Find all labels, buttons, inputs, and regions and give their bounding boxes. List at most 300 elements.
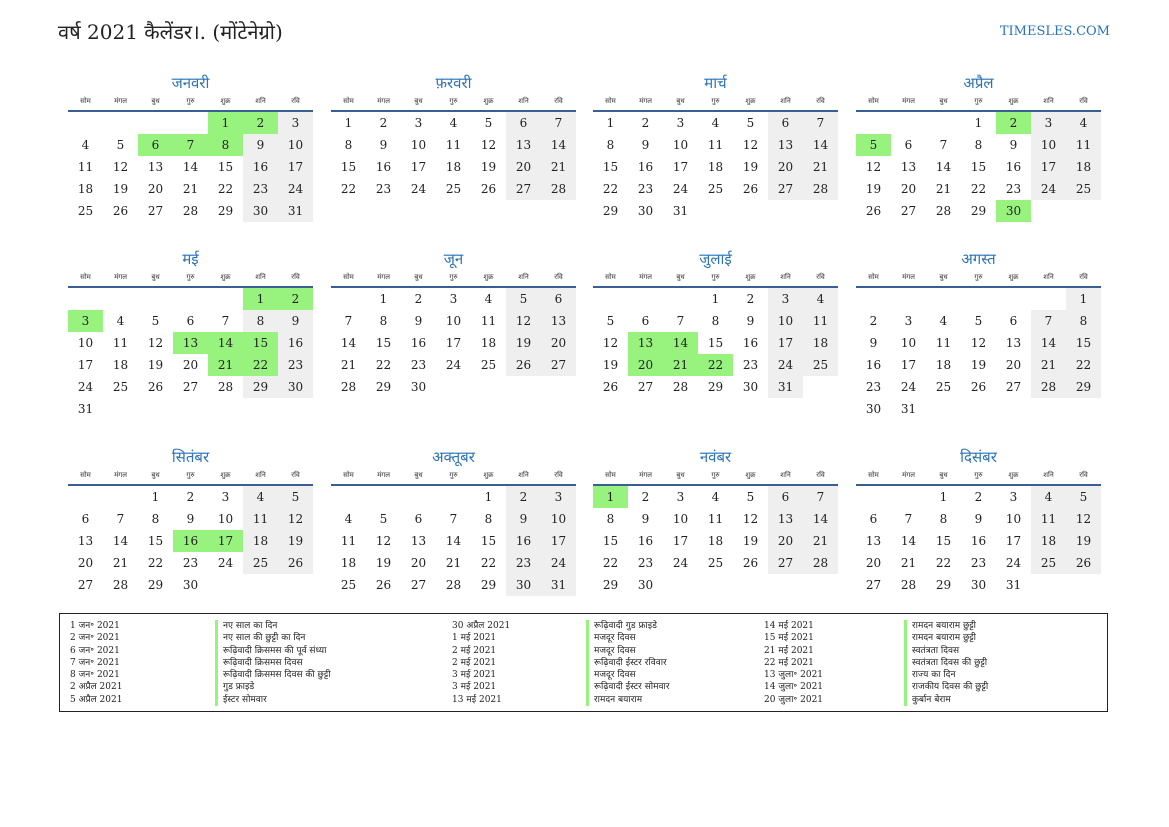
day-cell: 9 xyxy=(243,134,278,156)
day-cell: 22 xyxy=(480,556,497,570)
weekday-label: मंगल xyxy=(114,97,127,105)
day-cell: 14 xyxy=(900,534,917,548)
empty-cell xyxy=(891,486,926,508)
day-cell: 12 xyxy=(278,508,313,530)
day-cell: 12 xyxy=(147,336,164,350)
day-cell: 11 xyxy=(243,508,278,530)
day-cell: 26 xyxy=(278,552,313,574)
day-cell: 10 xyxy=(217,512,234,526)
day-cell: 16 xyxy=(742,336,759,350)
day-cell: 21 xyxy=(803,530,838,552)
day-cell: 24 xyxy=(217,556,234,570)
weekday-label: बुध xyxy=(414,273,423,281)
weekday-label: मंगल xyxy=(639,97,652,105)
weekday-label: शुक्र xyxy=(1008,97,1019,105)
day-cell: 4 xyxy=(939,314,948,328)
weekday-label: सोम xyxy=(605,97,616,105)
weekday-label: सोम xyxy=(80,471,91,479)
day-cell: 19 xyxy=(112,182,129,196)
weekday-header xyxy=(856,94,1101,112)
empty-cell xyxy=(173,112,208,134)
holiday-date: 21 मई 2021 xyxy=(764,645,814,656)
day-cell: 6 xyxy=(768,486,803,508)
empty-cell xyxy=(331,486,366,508)
day-cell: 17 xyxy=(1031,156,1066,178)
day-cell: 9 xyxy=(506,508,541,530)
day-cell: 1 xyxy=(974,116,983,130)
weekday-label: सोम xyxy=(80,273,91,281)
day-cell: 6 xyxy=(81,512,90,526)
day-cell: 29 xyxy=(243,376,278,398)
day-cell: 4 xyxy=(1031,486,1066,508)
weekday-label: शुक्र xyxy=(483,471,494,479)
day-cell: 27 xyxy=(768,178,803,200)
day-cell: 5 xyxy=(974,314,983,328)
weekday-header xyxy=(331,94,576,112)
day-cell: 12 xyxy=(602,336,619,350)
day-cell: 6 xyxy=(1009,314,1018,328)
day-cell: 10 xyxy=(1031,134,1066,156)
weekday-label: शनि xyxy=(518,97,529,105)
day-cell: 13 xyxy=(77,534,94,548)
weekday-label: सोम xyxy=(868,97,879,105)
day-cell: 7 xyxy=(803,112,838,134)
day-cell: 19 xyxy=(970,358,987,372)
weekday-header xyxy=(68,94,313,112)
weekday-label: रवि xyxy=(554,273,563,281)
weekday-label: रवि xyxy=(291,471,300,479)
weekday-label: शनि xyxy=(780,273,791,281)
day-cell: 6 xyxy=(506,112,541,134)
day-cell: 29 xyxy=(217,204,234,218)
day-cell: 17 xyxy=(77,358,94,372)
weekday-label: रवि xyxy=(816,471,825,479)
day-cell: 25 xyxy=(935,380,952,394)
day-cell: 18 xyxy=(77,182,94,196)
day-cell: 6 xyxy=(869,512,878,526)
day-cell: 28 xyxy=(445,578,462,592)
day-cell: 14 xyxy=(1031,332,1066,354)
holiday-day-cell: 3 xyxy=(68,310,103,332)
day-cell: 22 xyxy=(970,182,987,196)
holiday-name: स्वतंत्रता दिवस xyxy=(904,645,988,657)
holiday-date: 8 जन॰ 2021 xyxy=(70,670,120,681)
day-cell: 12 xyxy=(742,512,759,526)
weekday-label: सोम xyxy=(343,97,354,105)
day-cell: 1 xyxy=(151,490,160,504)
day-grid xyxy=(68,112,313,222)
day-cell: 28 xyxy=(340,380,357,394)
holiday-name: गुड फ्राइडे xyxy=(215,681,331,693)
day-cell: 13 xyxy=(768,508,803,530)
holiday-day-cell: 20 xyxy=(628,354,663,376)
empty-cell xyxy=(138,288,173,310)
day-cell: 14 xyxy=(182,160,199,174)
day-cell: 28 xyxy=(182,204,199,218)
month-5 xyxy=(68,248,313,420)
day-cell: 8 xyxy=(243,310,278,332)
day-cell: 19 xyxy=(602,358,619,372)
empty-cell xyxy=(961,288,996,310)
day-cell: 20 xyxy=(768,156,803,178)
day-cell: 23 xyxy=(243,178,278,200)
holiday-date: 3 मई 2021 xyxy=(452,670,497,681)
holiday-day-cell: 6 xyxy=(138,134,173,156)
day-cell: 17 xyxy=(410,160,427,174)
day-cell: 2 xyxy=(869,314,878,328)
day-cell: 17 xyxy=(672,160,689,174)
day-cell: 21 xyxy=(445,556,462,570)
day-cell: 31 xyxy=(672,204,689,218)
empty-cell xyxy=(103,288,138,310)
day-cell: 8 xyxy=(606,512,615,526)
day-cell: 2 xyxy=(641,490,650,504)
weekday-label: शुक्र xyxy=(1008,471,1019,479)
day-cell: 17 xyxy=(768,332,803,354)
day-cell: 1 xyxy=(939,490,948,504)
day-cell: 12 xyxy=(112,160,129,174)
weekday-label: बुध xyxy=(414,471,423,479)
day-cell: 11 xyxy=(707,512,724,526)
day-cell: 3 xyxy=(904,314,913,328)
day-cell: 20 xyxy=(77,556,94,570)
day-cell: 3 xyxy=(768,288,803,310)
day-cell: 8 xyxy=(606,138,615,152)
day-cell: 23 xyxy=(506,552,541,574)
weekday-label: रवि xyxy=(1079,471,1088,479)
day-cell: 22 xyxy=(147,556,164,570)
day-cell: 9 xyxy=(974,512,983,526)
month-name: फ़रवरी xyxy=(435,74,472,92)
holiday-name: स्वतंत्रता दिवस की छुट्टी xyxy=(904,657,988,669)
day-cell: 23 xyxy=(410,358,427,372)
day-cell: 15 xyxy=(480,534,497,548)
day-grid xyxy=(593,288,838,398)
day-cell: 16 xyxy=(865,358,882,372)
day-cell: 19 xyxy=(375,556,392,570)
day-cell: 7 xyxy=(939,138,948,152)
weekday-header xyxy=(593,94,838,112)
weekday-label: गुरु xyxy=(974,471,983,479)
day-cell: 16 xyxy=(243,156,278,178)
day-cell: 10 xyxy=(445,314,462,328)
day-cell: 14 xyxy=(112,534,129,548)
day-cell: 31 xyxy=(278,200,313,222)
weekday-label: शनि xyxy=(1043,273,1054,281)
month-name: मई xyxy=(182,250,199,268)
day-cell: 15 xyxy=(935,534,952,548)
weekday-label: शनि xyxy=(780,471,791,479)
weekday-header xyxy=(593,468,838,486)
day-cell: 29 xyxy=(1066,376,1101,398)
weekday-label: बुध xyxy=(939,273,948,281)
day-cell: 12 xyxy=(480,138,497,152)
day-cell: 26 xyxy=(480,182,497,196)
holiday-day-cell: 2 xyxy=(996,112,1031,134)
day-cell: 13 xyxy=(541,310,576,332)
day-cell: 12 xyxy=(865,160,882,174)
holiday-day-cell: 7 xyxy=(173,134,208,156)
day-cell: 8 xyxy=(379,314,388,328)
day-cell: 10 xyxy=(410,138,427,152)
day-cell: 22 xyxy=(1066,354,1101,376)
day-cell: 26 xyxy=(375,578,392,592)
day-cell: 14 xyxy=(445,534,462,548)
day-cell: 16 xyxy=(1005,160,1022,174)
day-cell: 21 xyxy=(340,358,357,372)
day-cell: 9 xyxy=(641,512,650,526)
holiday-date: 30 अप्रैल 2021 xyxy=(452,621,511,631)
month-name: जून xyxy=(443,250,464,268)
day-cell: 21 xyxy=(1031,354,1066,376)
day-cell: 17 xyxy=(278,156,313,178)
holiday-day-cell: 2 xyxy=(243,112,278,134)
month-4 xyxy=(856,72,1101,222)
holiday-day-cell: 14 xyxy=(208,332,243,354)
day-cell: 3 xyxy=(676,116,685,130)
day-cell: 5 xyxy=(484,116,493,130)
holiday-name: नए साल की छुट्टी का दिन xyxy=(215,632,331,644)
weekday-header xyxy=(331,270,576,288)
day-cell: 19 xyxy=(742,534,759,548)
day-cell: 11 xyxy=(445,138,462,152)
weekday-label: शुक्र xyxy=(483,273,494,281)
day-cell: 3 xyxy=(1031,112,1066,134)
day-cell: 19 xyxy=(865,182,882,196)
day-cell: 8 xyxy=(344,138,353,152)
empty-cell xyxy=(68,112,103,134)
holiday-date: 2 मई 2021 xyxy=(452,645,497,656)
day-cell: 18 xyxy=(707,160,724,174)
day-cell: 6 xyxy=(904,138,913,152)
holiday-day-cell: 15 xyxy=(243,332,278,354)
holiday-date: 1 जन॰ 2021 xyxy=(70,621,120,631)
day-cell: 20 xyxy=(900,182,917,196)
weekday-label: बुध xyxy=(676,273,685,281)
holiday-name: रामदन बयाराम xyxy=(586,694,670,706)
empty-cell xyxy=(401,486,436,508)
day-cell: 24 xyxy=(1005,556,1022,570)
site-link[interactable]: TIMESLES.COM xyxy=(999,24,1110,39)
day-cell: 13 xyxy=(900,160,917,174)
weekday-label: मंगल xyxy=(377,97,390,105)
day-cell: 7 xyxy=(221,314,230,328)
empty-cell xyxy=(891,288,926,310)
month-name: अगस्त xyxy=(961,250,996,268)
day-cell: 25 xyxy=(1031,552,1066,574)
day-cell: 30 xyxy=(182,578,199,592)
day-cell: 2 xyxy=(974,490,983,504)
day-cell: 29 xyxy=(602,578,619,592)
day-cell: 8 xyxy=(484,512,493,526)
day-cell: 22 xyxy=(340,182,357,196)
day-cell: 30 xyxy=(970,578,987,592)
day-cell: 28 xyxy=(935,204,952,218)
day-cell: 24 xyxy=(278,178,313,200)
empty-cell xyxy=(68,486,103,508)
day-cell: 27 xyxy=(637,380,654,394)
day-cell: 31 xyxy=(900,402,917,416)
weekday-label: रवि xyxy=(1079,97,1088,105)
day-cell: 20 xyxy=(768,530,803,552)
empty-cell xyxy=(138,112,173,134)
weekday-label: शनि xyxy=(255,97,266,105)
day-cell: 23 xyxy=(1005,182,1022,196)
weekday-label: शनि xyxy=(518,273,529,281)
holiday-names-col-2 xyxy=(586,620,670,706)
day-cell: 2 xyxy=(414,292,423,306)
holiday-names-col-1 xyxy=(215,620,331,706)
day-cell: 26 xyxy=(112,204,129,218)
day-cell: 12 xyxy=(375,534,392,548)
day-cell: 15 xyxy=(147,534,164,548)
day-cell: 28 xyxy=(803,552,838,574)
holiday-dates-col-3 xyxy=(764,620,823,706)
day-cell: 9 xyxy=(278,310,313,332)
day-cell: 5 xyxy=(746,490,755,504)
holiday-day-cell: 13 xyxy=(628,332,663,354)
weekday-label: गुरु xyxy=(186,273,195,281)
weekday-label: बुध xyxy=(151,273,160,281)
weekday-label: मंगल xyxy=(114,273,127,281)
weekday-label: शुक्र xyxy=(220,273,231,281)
day-cell: 7 xyxy=(541,112,576,134)
day-cell: 29 xyxy=(480,578,497,592)
day-cell: 15 xyxy=(602,160,619,174)
day-cell: 14 xyxy=(803,134,838,156)
day-cell: 19 xyxy=(506,332,541,354)
day-cell: 9 xyxy=(1009,138,1018,152)
day-cell: 3 xyxy=(541,486,576,508)
day-cell: 8 xyxy=(974,138,983,152)
day-cell: 12 xyxy=(1066,508,1101,530)
day-cell: 29 xyxy=(602,204,619,218)
day-cell: 13 xyxy=(506,134,541,156)
day-cell: 30 xyxy=(637,578,654,592)
day-cell: 25 xyxy=(707,182,724,196)
day-cell: 20 xyxy=(865,556,882,570)
month-11 xyxy=(593,446,838,596)
day-cell: 16 xyxy=(637,160,654,174)
day-cell: 1 xyxy=(606,116,615,130)
weekday-label: मंगल xyxy=(377,471,390,479)
day-cell: 23 xyxy=(637,556,654,570)
day-cell: 2 xyxy=(506,486,541,508)
day-cell: 9 xyxy=(186,512,195,526)
weekday-label: रवि xyxy=(291,273,300,281)
weekday-label: शुक्र xyxy=(220,471,231,479)
weekday-label: शनि xyxy=(255,273,266,281)
day-cell: 17 xyxy=(1005,534,1022,548)
weekday-label: सोम xyxy=(605,273,616,281)
day-cell: 25 xyxy=(1066,178,1101,200)
day-grid xyxy=(331,288,576,398)
day-cell: 18 xyxy=(480,336,497,350)
day-cell: 3 xyxy=(1009,490,1018,504)
day-cell: 16 xyxy=(970,534,987,548)
day-cell: 22 xyxy=(602,182,619,196)
day-cell: 13 xyxy=(1005,336,1022,350)
day-cell: 1 xyxy=(711,292,720,306)
day-cell: 20 xyxy=(410,556,427,570)
day-cell: 10 xyxy=(278,134,313,156)
day-cell: 21 xyxy=(935,182,952,196)
day-cell: 13 xyxy=(768,134,803,156)
day-cell: 4 xyxy=(243,486,278,508)
day-cell: 13 xyxy=(865,534,882,548)
day-cell: 23 xyxy=(970,556,987,570)
day-cell: 26 xyxy=(602,380,619,394)
day-cell: 21 xyxy=(900,556,917,570)
day-cell: 5 xyxy=(506,288,541,310)
day-cell: 23 xyxy=(278,354,313,376)
holiday-day-cell: 13 xyxy=(173,332,208,354)
weekday-label: शनि xyxy=(1043,471,1054,479)
day-cell: 4 xyxy=(803,288,838,310)
holiday-day-cell: 8 xyxy=(208,134,243,156)
holiday-name: राजकीय दिवस की छुट्टी xyxy=(904,681,988,693)
day-cell: 5 xyxy=(151,314,160,328)
holiday-day-cell: 21 xyxy=(208,354,243,376)
empty-cell xyxy=(856,486,891,508)
empty-cell xyxy=(593,288,628,310)
weekday-label: गुरु xyxy=(186,471,195,479)
weekday-label: रवि xyxy=(1079,273,1088,281)
day-cell: 30 xyxy=(243,200,278,222)
weekday-label: रवि xyxy=(554,471,563,479)
empty-cell xyxy=(68,288,103,310)
weekday-label: बुध xyxy=(676,97,685,105)
day-cell: 17 xyxy=(672,534,689,548)
day-cell: 16 xyxy=(278,332,313,354)
empty-cell xyxy=(208,288,243,310)
holiday-date: 20 जुला॰ 2021 xyxy=(764,694,824,705)
day-cell: 30 xyxy=(637,204,654,218)
day-cell: 19 xyxy=(742,160,759,174)
day-cell: 23 xyxy=(865,380,882,394)
weekday-label: शुक्र xyxy=(745,471,756,479)
weekday-header xyxy=(331,468,576,486)
day-cell: 3 xyxy=(414,116,423,130)
holiday-name: मजदूर दिवस xyxy=(586,669,670,681)
month-12 xyxy=(856,446,1101,596)
empty-cell xyxy=(663,288,698,310)
day-cell: 6 xyxy=(186,314,195,328)
month-name: सितंबर xyxy=(171,448,210,466)
day-cell: 27 xyxy=(1005,380,1022,394)
month-name: दिसंबर xyxy=(960,448,997,466)
day-cell: 27 xyxy=(865,578,882,592)
day-cell: 19 xyxy=(278,530,313,552)
day-cell: 30 xyxy=(742,380,759,394)
day-cell: 25 xyxy=(707,556,724,570)
day-cell: 2 xyxy=(186,490,195,504)
empty-cell xyxy=(996,288,1031,310)
holiday-names-col-3 xyxy=(904,620,988,706)
day-cell: 27 xyxy=(900,204,917,218)
day-cell: 25 xyxy=(480,358,497,372)
day-cell: 15 xyxy=(602,534,619,548)
day-cell: 4 xyxy=(1066,112,1101,134)
weekday-label: गुरु xyxy=(449,97,458,105)
day-cell: 28 xyxy=(112,578,129,592)
day-grid xyxy=(593,486,838,596)
day-cell: 3 xyxy=(278,112,313,134)
month-name: जनवरी xyxy=(171,74,210,92)
day-cell: 22 xyxy=(375,358,392,372)
day-cell: 18 xyxy=(243,530,278,552)
day-cell: 21 xyxy=(182,182,199,196)
